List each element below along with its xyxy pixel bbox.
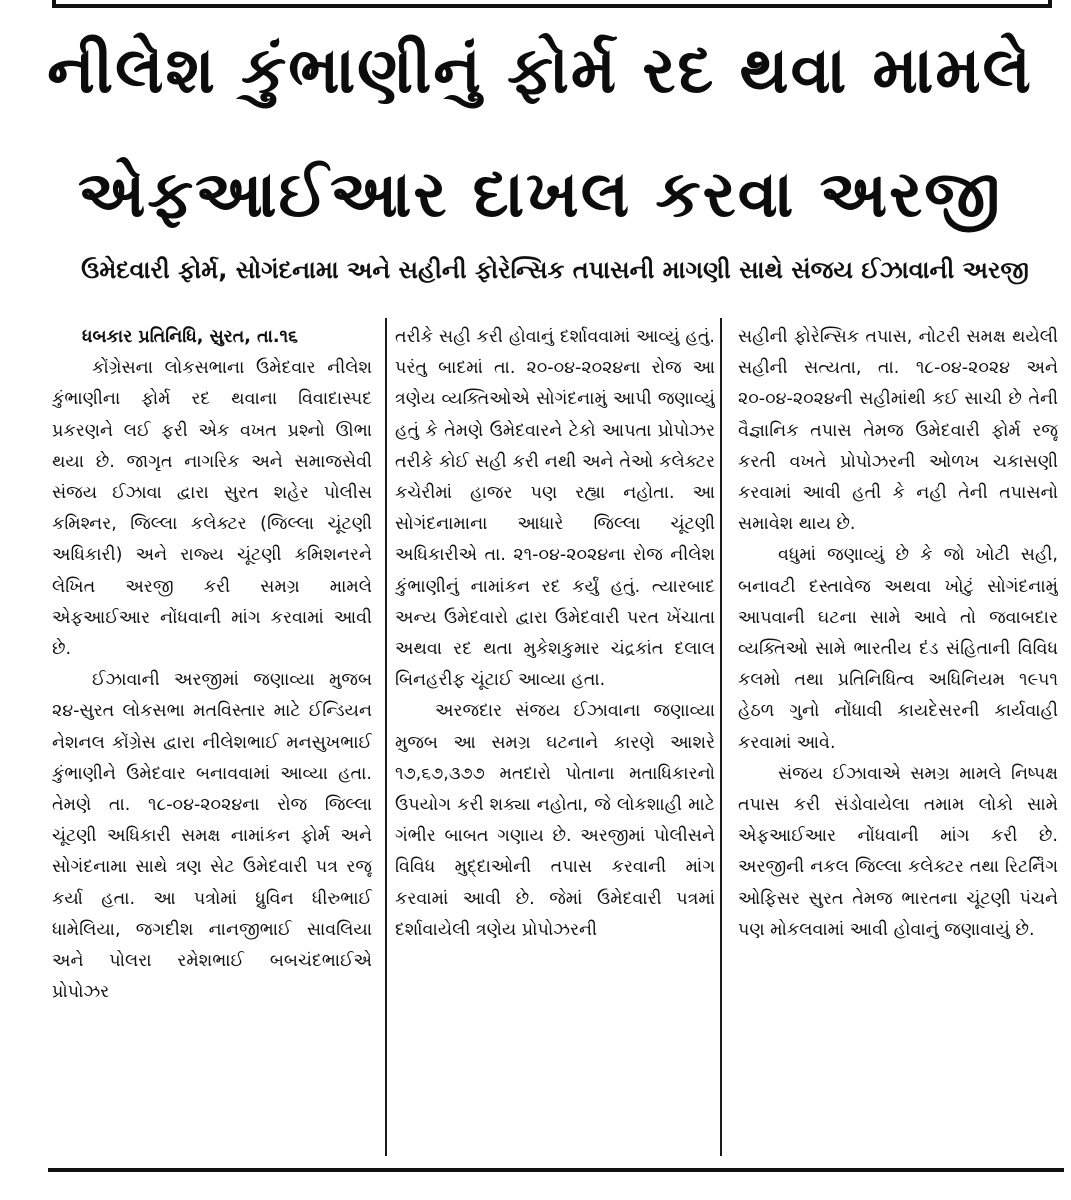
article-column-2 (395, 322, 715, 1160)
paragraph: અરજદાર સંજય ઈઝાવાના જણાવ્યા મુજબ આ સમગ્ર ઘટનાને કારણે આશરે ૧૭,૬૭,૩૭૭ મતદારો પોતાના મતાધિકારનો ઉપયોગ કરી શક્યા નહોતા, જે લોકશાહી માટે ગંભીર બાબત ગણાય છે. અરજીમાં પોલીસને વિવિધ મુદ્દાઓની તપાસ કરવાની માંગ કરવામાં આવી છે. જેમાં ઉમેદવારી પત્રમાં દર્શાવાયેલી ત્રણેય પ્રોપોઝરની (395, 701, 715, 940)
article-column-3 (738, 322, 1058, 1160)
paragraph: વધુમાં જણાવ્યું છે કે જો ખોટી સહી, બનાવટી દસ્તાવેજ અથવા ખોટું સોગંદનામું આપવાની ઘટના સામે આવે તો જવાબદાર વ્યક્તિઓ સામે ભારતીય દંડ સંહિતાની વિવિધ કલમો તથા પ્રતિનિધિત્વ અધિનિયમ ૧૯૫૧ હેઠળ ગુનો નોંધાવી કાયદેસરની કાર્યવાહી કરવામાં આવે. (738, 545, 1058, 753)
paragraph: સહીની ફોરેન્સિક તપાસ, નોટરી સમક્ષ થયેલી સહીની સત્યતા, તા. ૧૮-૦૪-૨૦૨૪ અને ૨૦-૦૪-૨૦૨૪ની સહીમાંથી કઈ સાચી છે તેની વૈજ્ઞાનિક તપાસ તેમજ ઉમેદવારી ફોર્મ રજૂ કરતી વખતે પ્રોપોઝરની ઓળખ ચકાસણી કરવામાં આવી હતી કે નહી તેની તપાસનો સમાવેશ થાય છે. (738, 327, 1058, 535)
article-column-1 (52, 322, 372, 1160)
paragraph: કોંગ્રેસના લોકસભાના ઉમેદવાર નીલેશ કુંભાણીના ફોર્મ રદ થવાના વિવાદાસ્પદ પ્રકરણને લઈ ફરી એક વખત પ્રશ્નો ઊભા થયા છે. જાગૃત નાગરિક અને સમાજસેવી સંજય ઈઝાવા દ્વારા સુરત શહેર પોલીસ કમિશ્નર, જિલ્લા કલેક્ટર (જિલ્લા ચૂંટણી અધિકારી) અને રાજ્ય ચૂંટણી કમિશનરને લેખિત અરજી કરી સમગ્ર મામલે એફઆઈઆર નોંધવાની માંગ કરવામાં આવી છે. (52, 358, 372, 660)
top-border-frame (52, 0, 1052, 8)
headline-line-2: એફઆઈઆર દાખલ કરવા અરજી (77, 158, 1003, 232)
paragraph: તરીકે સહી કરી હોવાનું દર્શાવવામાં આવ્યું હતું. પરંતુ બાદમાં તા. ૨૦-૦૪-૨૦૨૪ના રોજ આ ત્રણેય વ્યક્તિઓએ સોગંદનામું આપી જણાવ્યું હતું કે તેમણે ઉમેદવારને ટેકો આપતા પ્રોપોઝર તરીકે કોઈ સહી કરી નથી અને તેઓ કલેક્ટર કચેરીમાં હાજર પણ રહ્યા નહોતા. આ સોગંદનામાના આધારે જિલ્લા ચૂંટણી અધિકારીએ તા. ૨૧-૦૪-૨૦૨૪ના રોજ નીલેશ કુંભાણીનું નામાંકન રદ કર્યું હતું. ત્યારબાદ અન્ય ઉમેદવારો દ્વારા ઉમેદવારી પરત ખેંચાતા અથવા રદ થતા મુકેશકુમાર ચંદ્રકાંત દલાલ બિનહરીફ ચૂંટાઈ આવ્યા હતા. (395, 327, 715, 691)
bottom-border-rule (48, 1168, 1064, 1172)
paragraph: સંજય ઈઝાવાએ સમગ્ર મામલે નિષ્પક્ષ તપાસ કરી સંડોવાયેલા તમામ લોકો સામે એફઆઈઆર નોંધવાની માંગ કરી છે. અરજીની નકલ જિલ્લા કલેક્ટર તથા રિટર્નિંગ ઓફિસર સુરત તેમજ ભારતના ચૂંટણી પંચને પણ મોકલવામાં આવી હોવાનું જણાવાયું છે. (738, 763, 1058, 940)
paragraph: ઈઝાવાની અરજીમાં જણાવ્યા મુજબ ૨૪-સુરત લોકસભા મતવિસ્તાર માટે ઈન્ડિયન નેશનલ કોંગ્રેસ દ્વારા નીલેશભાઈ મનસુખભાઈ કુંભાણીને ઉમેદવાર બનાવવામાં આવ્યા હતા. તેમણે તા. ૧૮-૦૪-૨૦૨૪ના રોજ જિલ્લા ચૂંટણી અધિકારી સમક્ષ નામાંકન ફોર્મ અને સોગંદનામા સાથે ત્રણ સેટ ઉમેદવારી પત્ર રજૂ કર્યા હતા. આ પત્રોમાં ધ્રુવિન ધીરુભાઈ ધામેલિયા, જગદીશ નાનજીભાઈ સાવલિયા અને પોલરા રમેશભાઈ બબચંદભાઈએ પ્રોપોઝર (52, 670, 372, 1003)
headline-line-1: નીલેશ કુંભાણીનું ફોર્મ રદ થવા મામલે (47, 34, 1033, 108)
dateline: ધબકાર પ્રતિનિધિ, સુરત, તા.૧૬ (82, 327, 298, 347)
subheadline: ઉમેદવારી ફોર્મ, સોગંદનામા અને સહીની ફોરેન્સિક તપાસની માગણી સાથે સંજય ઈઝાવાની અરજી (81, 256, 1029, 284)
article-body (52, 322, 1058, 1160)
